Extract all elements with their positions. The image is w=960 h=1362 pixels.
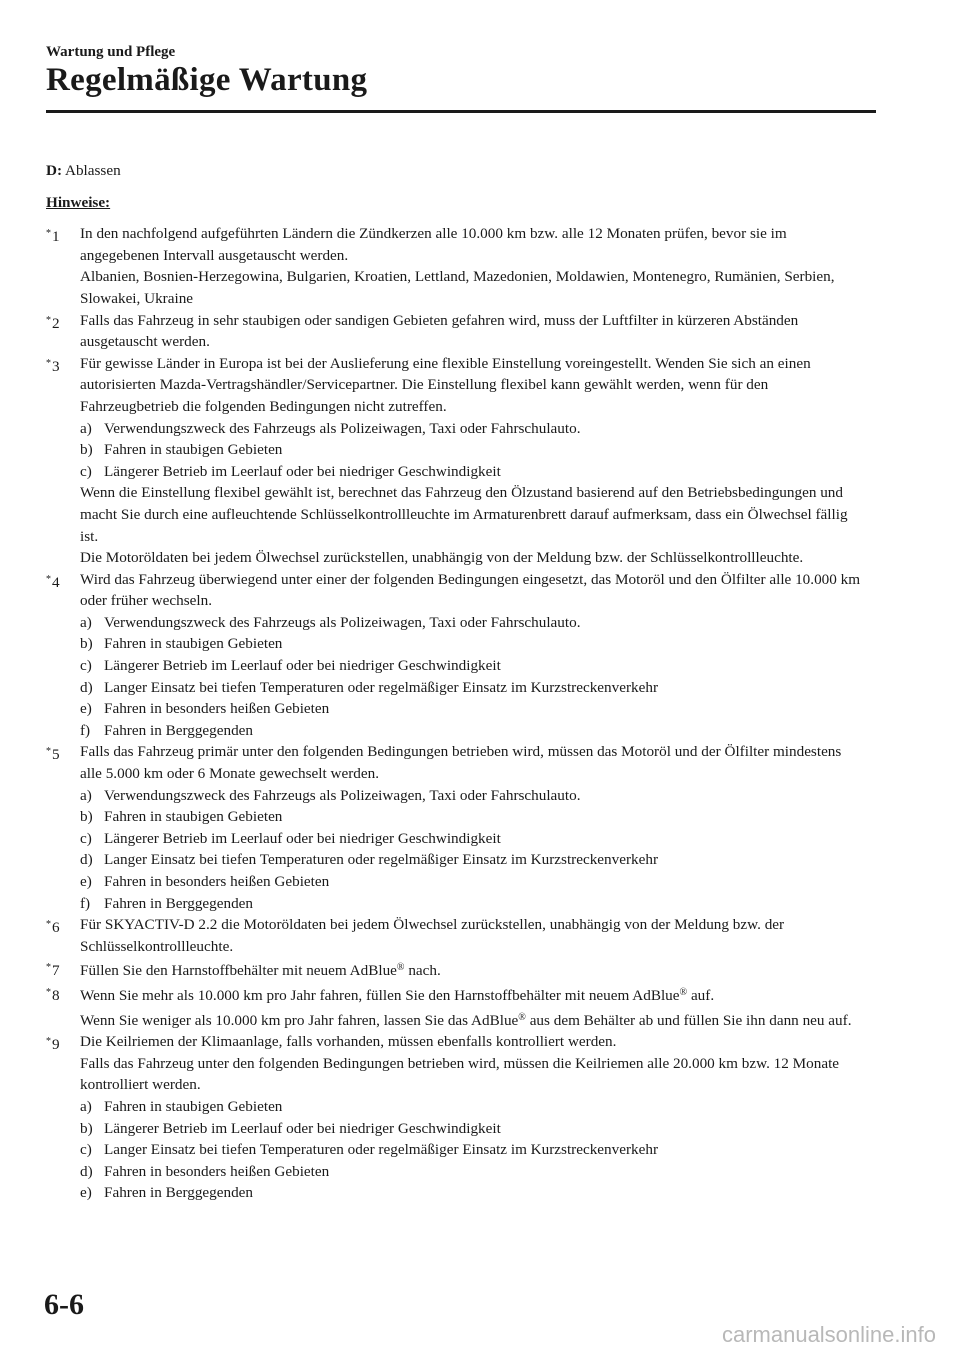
list-item [80, 655, 866, 677]
footnote [46, 223, 866, 309]
list-item-letter: d) [80, 678, 93, 696]
list-item [80, 418, 866, 440]
list-item [80, 698, 866, 720]
footnote [46, 741, 866, 914]
list-item [80, 893, 866, 915]
list-item-letter: a) [80, 613, 92, 631]
list-item [80, 849, 866, 871]
list-item-text: Fahren in Berggegenden [104, 1184, 254, 1202]
list-item-letter: b) [80, 635, 93, 653]
header-rule [46, 110, 876, 113]
footnote-text: Für SKYACTIV-D 2.2 die Motoröldaten bei jedem Ölwechsel zurückstellen, unabhängig von der Meldung bzw. der Schlüsselkontrollleuchte. [80, 916, 785, 955]
list-item [80, 1182, 866, 1204]
list-item-text: Längerer Betrieb im Leerlauf oder bei niedriger Geschwindigkeit [104, 829, 501, 847]
footnote [46, 310, 866, 353]
footnote-mark: *1 [46, 228, 60, 246]
list-item [80, 806, 866, 828]
list-item [80, 461, 866, 483]
list-item [80, 633, 866, 655]
footnote-body [80, 310, 866, 353]
footnote [46, 982, 866, 1031]
list-item-letter: a) [80, 419, 92, 437]
list-item [80, 439, 866, 461]
list-item [80, 720, 866, 742]
list-item-letter: d) [80, 851, 93, 869]
list-item-letter: b) [80, 441, 93, 459]
footnote-text: Albanien, Bosnien-Herzegowina, Bulgarien, Kroatien, Lettland, Mazedonien, Moldawien, Montenegro, Rumänien, Serbien, Slowakei, Ukraine [80, 268, 835, 307]
list-item-letter: c) [80, 1141, 92, 1159]
list-item-letter: e) [80, 700, 92, 718]
list-item-text: Fahren in besonders heißen Gebieten [104, 873, 330, 890]
list-item-text: Verwendungszweck des Fahrzeugs als Polizeiwagen, Taxi oder Fahrschulauto. [104, 786, 581, 804]
section-label: Wartung und Pflege [46, 44, 176, 60]
list-item [80, 677, 866, 699]
footnote-text: Die Motoröldaten bei jedem Ölwechsel zurückstellen, unabhängig von der Meldung bzw. der Schlüsselkontrollleuchte. [80, 549, 804, 567]
list-item-letter: f) [80, 894, 91, 912]
footnote-text: Wenn Sie mehr als 10.000 km pro Jahr fahren, füllen Sie den Harnstoffbehälter mit neuem AdBlue® auf. [80, 986, 715, 1004]
list-item-text: Verwendungszweck des Fahrzeugs als Polizeiwagen, Taxi oder Fahrschulauto. [104, 419, 581, 437]
list-item-letter: e) [80, 873, 92, 890]
list-item [80, 828, 866, 850]
footnote-body [80, 569, 866, 742]
footnote [46, 1031, 866, 1204]
list-item-text: Fahren in besonders heißen Gebieten [104, 700, 330, 718]
list-item [80, 785, 866, 807]
list-item-text: Fahren in staubigen Gebieten [104, 1097, 283, 1115]
footnote [46, 914, 866, 957]
list-item [80, 1139, 866, 1161]
footnote-body [80, 741, 866, 914]
footnote-text: Wenn Sie weniger als 10.000 km pro Jahr fahren, lassen Sie das AdBlue® aus dem Behälter ab und füllen Sie ihn dann neu auf. [80, 1011, 852, 1029]
list-item-text: Langer Einsatz bei tiefen Temperaturen oder regelmäßiger Einsatz im Kurzstreckenverkehr [104, 678, 659, 696]
d-line [46, 160, 866, 182]
notes-list [46, 223, 866, 1204]
list-item-text: Längerer Betrieb im Leerlauf oder bei niedriger Geschwindigkeit [104, 657, 501, 675]
list-item-text: Fahren in staubigen Gebieten [104, 635, 283, 653]
list-item-text: Langer Einsatz bei tiefen Temperaturen oder regelmäßiger Einsatz im Kurzstreckenverkehr [104, 851, 659, 869]
footnote-mark: *7 [46, 962, 60, 980]
footnote-mark: *6 [46, 919, 60, 937]
footnote-text: Falls das Fahrzeug primär unter den folgenden Bedingungen betrieben wird, müssen das Motoröl und der Ölfilter mindestens alle 5.000 km oder 6 Monate gewechselt werden. [80, 743, 842, 783]
footnote [46, 353, 866, 569]
footnote [46, 569, 866, 742]
footnote-text: Wird das Fahrzeug überwiegend unter einer der folgenden Bedingungen eingesetzt, das Motoröl und den Ölfilter alle 10.000 km oder früher wechseln. [80, 570, 861, 610]
footnote-text: In den nachfolgend aufgeführten Ländern die Zündkerzen alle 10.000 km bzw. alle 12 Monaten prüfen, bevor sie im angegebenen Intervall ausgetauscht werden. [80, 225, 787, 264]
footnote-text: Für gewisse Länder in Europa ist bei der Auslieferung eine flexible Einstellung voreingestellt. Wenden Sie sich an einen autorisierten Mazda-Vertragshändler/Servicepartner. Die Einstellung flexibel kann gewählt werden, wenn für den Fahrzeugbetrieb die folgenden Bedingungen nicht zutreffen. [80, 354, 811, 415]
footnote-body [80, 353, 866, 569]
list-item-letter: c) [80, 462, 92, 480]
list-item [80, 1096, 866, 1118]
list-item [80, 1161, 866, 1183]
footnote-mark: *2 [46, 314, 60, 332]
footnote-text: Wenn die Einstellung flexibel gewählt ist, berechnet das Fahrzeug den Ölzustand basierend auf den Betriebsbedingungen und macht Sie durch eine aufleuchtende Schlüsselkontrollleuchte im Armaturenbrett darauf aufmerksam, dass ein Ölwechsel fällig ist. [80, 484, 848, 545]
watermark: carmanualsonline.info [721, 1322, 936, 1347]
footnote-text: Die Keilriemen der Klimaanlage, falls vorhanden, müssen ebenfalls kontrolliert werden. [80, 1033, 617, 1051]
list-item-letter: a) [80, 786, 92, 804]
list-item [80, 612, 866, 634]
footnote-mark: *4 [46, 573, 60, 591]
list-item-text: Fahren in Berggegenden [104, 721, 254, 739]
list-item [80, 871, 866, 893]
d-text: Ablassen [65, 162, 121, 179]
list-item-text: Fahren in Berggegenden [104, 894, 254, 912]
list-item-letter: b) [80, 1119, 93, 1137]
list-item-text: Fahren in staubigen Gebieten [104, 441, 283, 459]
list-item-text: Verwendungszweck des Fahrzeugs als Polizeiwagen, Taxi oder Fahrschulauto. [104, 613, 581, 631]
list-item-text: Fahren in besonders heißen Gebieten [104, 1162, 330, 1180]
d-label: D: [46, 162, 63, 179]
list-item-letter: c) [80, 657, 92, 675]
list-item-letter: f) [80, 721, 91, 739]
hinweise-heading: Hinweise: [46, 193, 111, 211]
footnote-mark: *3 [46, 357, 60, 375]
list-item-text: Längerer Betrieb im Leerlauf oder bei niedriger Geschwindigkeit [104, 1119, 501, 1137]
list-item-text: Längerer Betrieb im Leerlauf oder bei niedriger Geschwindigkeit [104, 462, 501, 480]
footnote-body [80, 957, 866, 982]
footnote-text: Füllen Sie den Harnstoffbehälter mit neuem AdBlue® nach. [80, 962, 441, 980]
footnote-mark: *5 [46, 746, 60, 764]
list-item-letter: e) [80, 1184, 92, 1202]
list-item [80, 1118, 866, 1140]
footnote-body [80, 223, 866, 309]
footnote [46, 957, 866, 982]
footnote-mark: *9 [46, 1036, 60, 1054]
footnote-body [80, 982, 866, 1031]
page-number: 6-6 [44, 1288, 84, 1321]
list-item-letter: c) [80, 829, 92, 847]
footnote-text: Falls das Fahrzeug in sehr staubigen oder sandigen Gebieten gefahren wird, muss der Luftfilter in kürzeren Abständen ausgetauscht werden. [80, 311, 799, 351]
footnote-mark: *8 [46, 986, 60, 1004]
footnote-text: Falls das Fahrzeug unter den folgenden Bedingungen betrieben wird, müssen die Keilriemen alle 20.000 km bzw. 12 Monate kontrolliert werden. [80, 1054, 840, 1094]
footnote-body [80, 1031, 866, 1204]
page-content [46, 160, 866, 1204]
list-item-text: Fahren in staubigen Gebieten [104, 808, 283, 826]
list-item-letter: a) [80, 1097, 92, 1115]
list-item-letter: d) [80, 1162, 93, 1180]
list-item-text: Langer Einsatz bei tiefen Temperaturen oder regelmäßiger Einsatz im Kurzstreckenverkehr [104, 1141, 659, 1159]
page-title: Regelmäßige Wartung [46, 62, 368, 98]
list-item-letter: b) [80, 808, 93, 826]
footnote-body [80, 914, 866, 957]
